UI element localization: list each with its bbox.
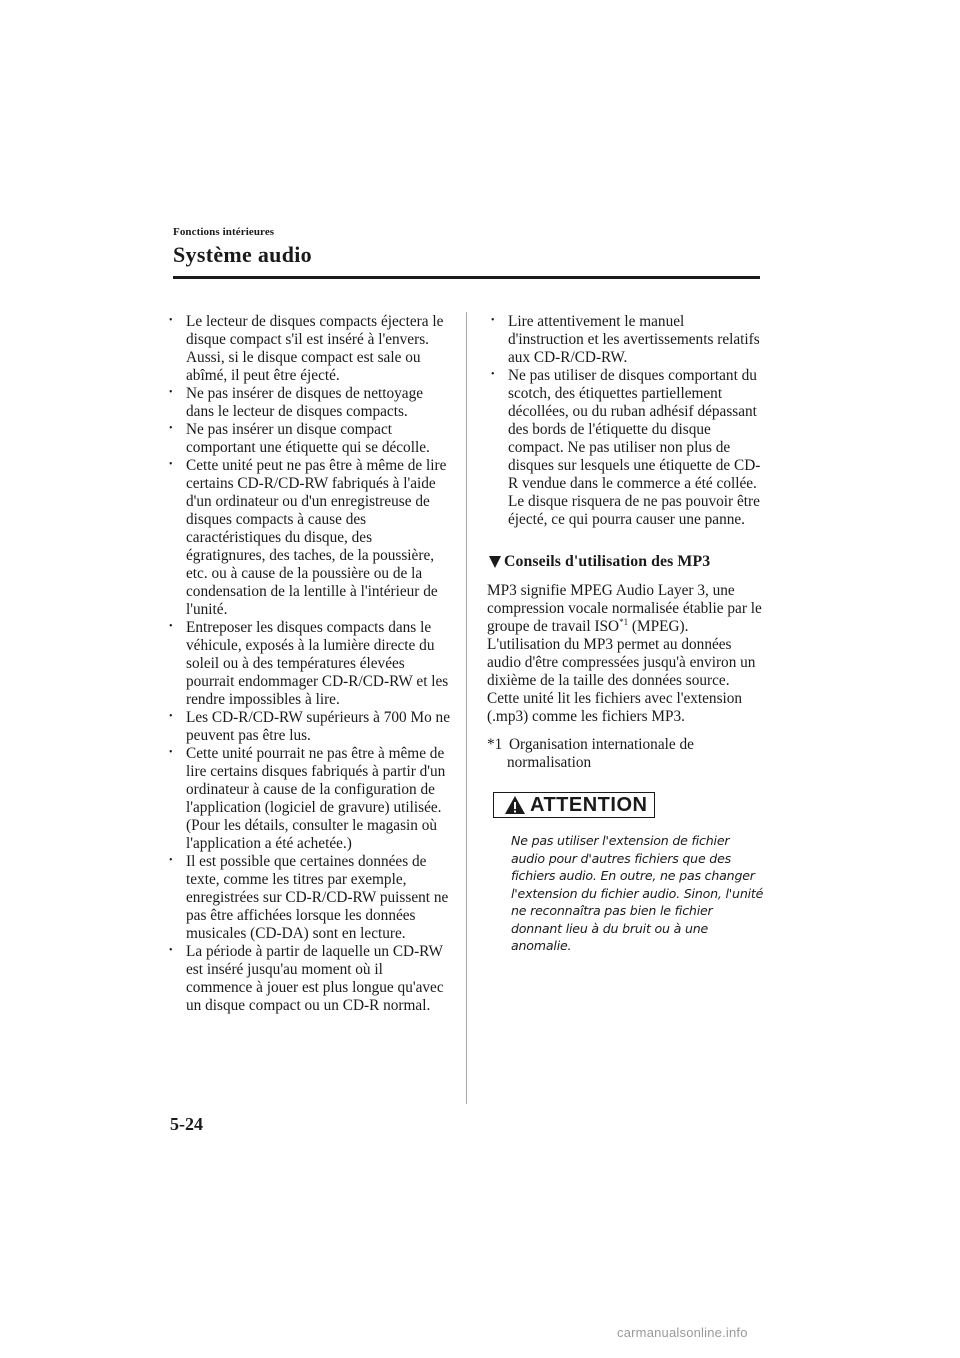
attention-text: Ne pas utiliser l'extension de fichier audio pour d'autres fichiers que des fichiers audio. En outre, ne pas changer l'extension du fichier audio. Sinon, l'unité ne reconnaîtra pas bien le fichier donnant lieu à du bruit ou à une anomalie. — [511, 833, 764, 953]
section-triangle-icon — [489, 556, 501, 568]
bullet-icon: • — [491, 315, 495, 326]
column-divider — [466, 312, 467, 1104]
footnote-ref: *1 — [619, 616, 629, 627]
section-label: Fonctions intérieures — [173, 226, 275, 238]
list-item: • Ne pas insérer un disque compact comportant une étiquette qui se décolle. — [169, 421, 430, 456]
bullet-icon: • — [169, 747, 173, 758]
bullet-icon: • — [169, 387, 173, 398]
list-item: • Cette unité pourrait ne pas être à même de lire certains disques fabriqués à partir d'un ordinateur à cause de la configuration de l'application (logiciel de gravure) utilisée. (Pour les détails, consulter le magasin où l'application a été achetée.) — [169, 745, 446, 852]
footnote-mark: *1 — [487, 736, 503, 753]
attention-label: ATTENTION — [530, 794, 648, 816]
left-column — [165, 313, 450, 1015]
bullet-icon: • — [169, 621, 173, 632]
list-item: • Ne pas utiliser de disques comportant du scotch, des étiquettes partiellement décollées, ou du ruban adhésif dépassant des bords de l'étiquette du disque compact. Ne pas utiliser non plus de disques sur lesquels une étiquette de CD-R vendue dans le commerce a été collée. Le disque risquera de ne pas pouvoir être éjecté, ce qui pourra causer une panne. — [491, 367, 761, 528]
list-item: • Le lecteur de disques compacts éjectera le disque compact s'il est inséré à l'envers. Aussi, si le disque compact est sale ou abîmé, il peut être éjecté. — [169, 313, 444, 384]
page-number: 5-24 — [170, 1114, 203, 1134]
bullet-icon: • — [169, 711, 173, 722]
list-item: • Cette unité peut ne pas être à même de lire certains CD-R/CD-RW fabriqués à l'aide d'un ordinateur ou d'un enregistreuse de disques compacts à cause des caractéristiques du disque, des égratignures, des taches, de la poussière, etc. ou à cause de la poussière ou de la condensation de la lentille à l'intérieur de l'unité. — [169, 457, 447, 618]
bullet-icon: • — [169, 459, 173, 470]
left-bullet-list — [165, 313, 450, 1015]
page-title: Système audio — [173, 242, 312, 267]
list-item: • Entreposer les disques compacts dans le véhicule, exposés à la lumière directe du soleil ou à des températures élevées pourrait endommager CD-R/CD-RW et les rendre impossibles à lire. — [169, 619, 449, 708]
bullet-icon: • — [169, 423, 173, 434]
list-item: • La période à partir de laquelle un CD-RW est inséré jusqu'au moment où il commence à jouer est plus longue qu'avec un disque compact ou un CD-R normal. — [169, 943, 444, 1014]
right-column — [487, 313, 762, 955]
list-item: • Ne pas insérer de disques de nettoyage dans le lecteur de disques compacts. — [169, 385, 424, 420]
footnote — [487, 736, 762, 772]
list-item: • Lire attentivement le manuel d'instruction et les avertissements relatifs aux CD-R/CD-RW. — [491, 313, 760, 366]
list-item: • Les CD-R/CD-RW supérieurs à 700 Mo ne peuvent pas être lus. — [169, 709, 450, 744]
bullet-icon: • — [169, 855, 173, 866]
bullet-icon: • — [169, 945, 173, 956]
right-bullet-list — [487, 313, 762, 529]
bullet-icon: • — [491, 369, 495, 380]
mp3-paragraph: MP3 signifie MPEG Audio Layer 3, une compression vocale normalisée établie par le groupe de travail ISO$^{*1}$ (MPEG). L'utilisation du MP3 permet au données audio d'être compressées jusqu'à environ un dixième de la taille des données source. Cette unité lit les fichiers avec l'extension (.mp3) comme les fichiers MP3. — [487, 582, 762, 725]
attention-banner — [493, 792, 655, 818]
warning-triangle-icon — [504, 795, 526, 815]
mp3-section-heading: Conseils d'utilisation des MP3 — [487, 553, 762, 571]
header-divider — [173, 276, 760, 279]
footnote-text: Organisation internationale de normalisation — [507, 736, 694, 771]
bullet-icon: • — [169, 315, 173, 326]
list-item: • Il est possible que certaines données de texte, comme les titres par exemple, enregistrées sur CD-R/CD-RW puissent ne pas être affichées lorsque les données musicales (CD-DA) sont en lecture. — [169, 853, 449, 942]
watermark: carmanualsonline.info — [617, 1325, 748, 1340]
